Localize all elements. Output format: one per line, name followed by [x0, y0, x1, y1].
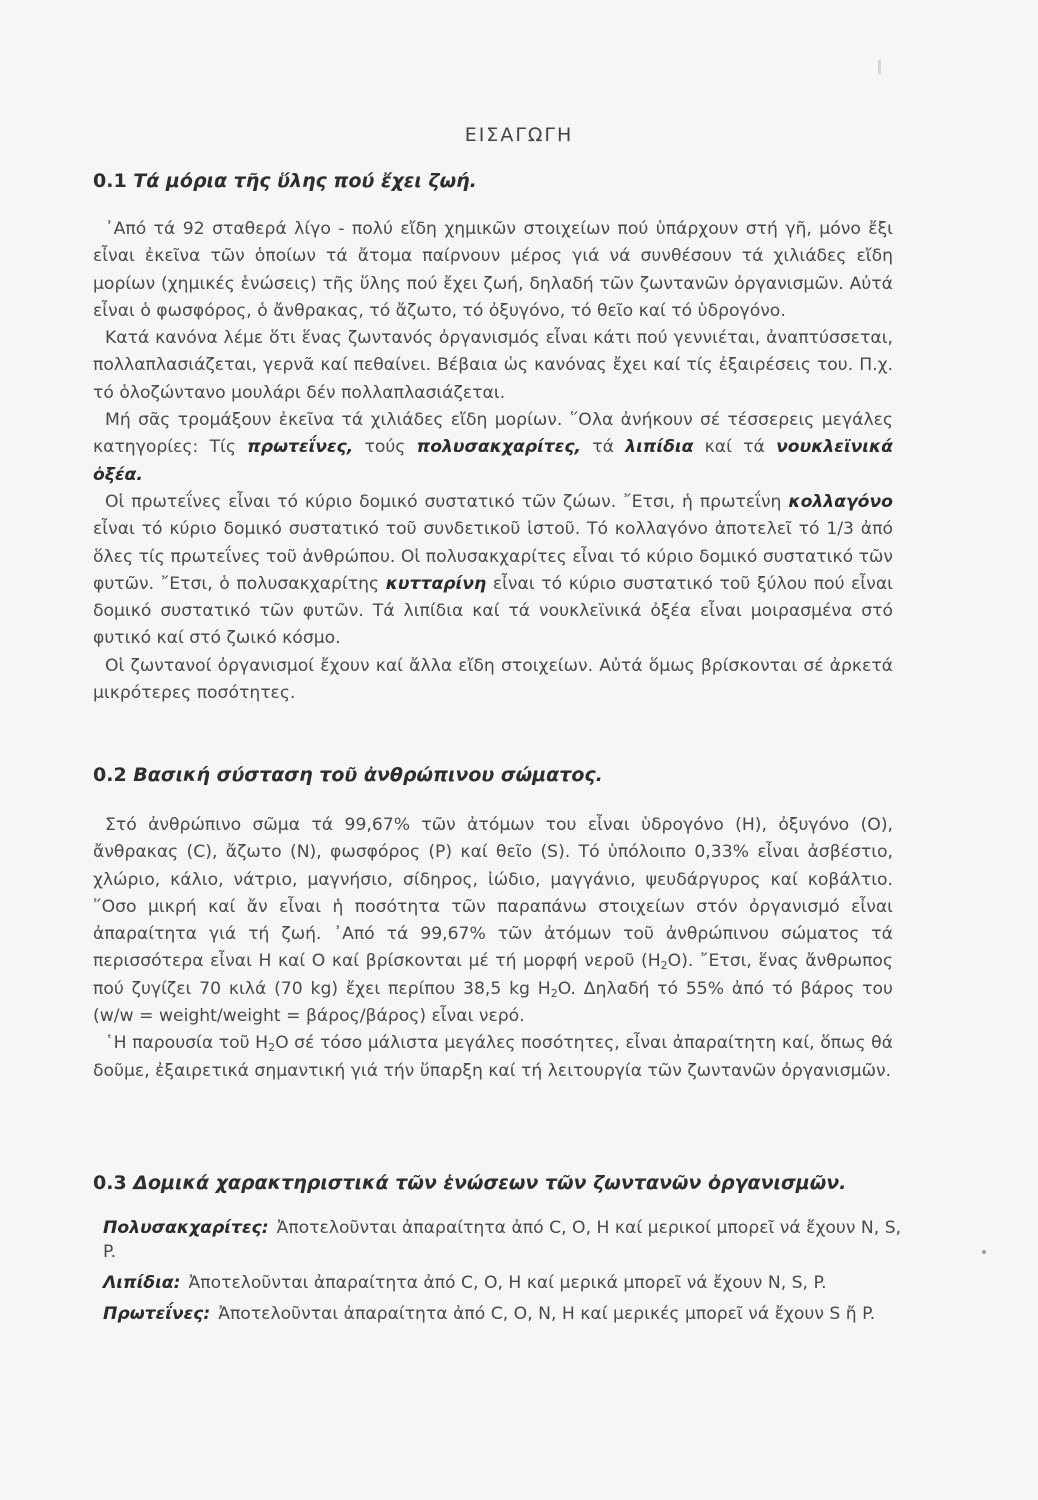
- keyword-proteins: πρωτεΐνες,: [247, 437, 354, 458]
- section-0-1-body: [93, 216, 893, 707]
- definition-text: Ἀποτελοῦνται ἀπαραίτητα ἀπό C, O, H καί μερικά μπορεῖ νά ἔχουν N, S, P.: [188, 1273, 827, 1293]
- subscript: 2: [550, 986, 558, 1000]
- definition-item: [103, 1302, 903, 1326]
- section-title: Τά μόρια τῆς ὕλης πού ἔχει ζωή.: [133, 170, 477, 192]
- page-title: ΕΙΣΑΓΩΓΗ: [464, 124, 574, 146]
- paragraph: Στό ἀνθρώπινο σῶμα τά 99,67% τῶν ἀτόμων του εἶναι ὑδρογόνο (H), ὀξυγόνο (O), ἄνθρακας (C), ἄζωτο (N), φωσφόρος (P) καί θεῖο (S). Τό ὑπόλοιπο 0,33% εἶναι ἀσβέστιο, χλώριο, κάλιο, νάτριο, μαγνήσιο, σίδηρος, ἰώδιο, μαγγάνιο, ψευδάργυρος καί κοβάλτιο. ῞Οσο μικρή καί ἄν εἶναι ἡ ποσότητα τῶν παραπάνω στοιχείων στόν ὀργανισμό εἶναι ἀπαραίτητα γιά τή ζωή. ᾽Από τά 99,67% τῶν ἀτόμων τοῦ ἀνθρώπινου σώματος τά περισσότερα εἶναι H καί O καί βρίσκονται μέ τή μορφή νεροῦ $(H_2O)$. ῎Ετσι, ἕνας ἄνθρωπος πού ζυγίζει 70 κιλά (70 kg) ἔχει περίπου 38,5 kg $H_2O$. Δηλαδή τό 55% ἀπό τό βάρος του (w/w = weight/weight = βάρος/βάρος) εἶναι νερό.: [93, 815, 893, 1027]
- definition-text: Ἀποτελοῦνται ἀπαραίτητα ἀπό C, O, N, H καί μερικές μπορεῖ νά ἔχουν S ἤ P.: [218, 1304, 876, 1324]
- paragraph: Μή σᾶς τρομάξουν ἐκεῖνα τά χιλιάδες εἴδη μορίων. ῞Ολα ἀνήκουν σέ τέσσερεις μεγάλες κατηγορίες: Τίς πρωτεΐνες, τούς πολυσακχαρίτες, τά λιπίδια καί τά νουκλεϊνικά ὀξέα.: [93, 410, 893, 485]
- section-title: Βασική σύσταση τοῦ ἀνθρώπινου σώματος.: [133, 764, 603, 786]
- paragraph: Κατά κανόνα λέμε ὅτι ἕνας ζωντανός ὀργανισμός εἶναι κάτι πού γεννιέται, ἀναπτύσσεται, πολλαπλασιάζεται, γερνᾶ καί πεθαίνει. Βέβαια ὡς κανόνας ἔχει καί τίς ἐξαιρέσεις του. Π.χ. τό ὁλοζώντανο μουλάρι δέν πολλαπλασιάζεται.: [93, 328, 893, 403]
- keyword-polysaccharides: πολυσακχαρίτες,: [416, 437, 582, 458]
- section-number: 0.3: [93, 1172, 127, 1194]
- section-heading-0-2: [93, 764, 603, 786]
- section-0-2-body: [93, 812, 893, 1085]
- keyword-lipids: λιπίδια: [625, 437, 694, 458]
- definition-term: Πολυσακχαρίτες:: [103, 1218, 269, 1238]
- section-number: 0.2: [93, 764, 127, 786]
- definition-item: [103, 1216, 903, 1264]
- section-number: 0.1: [93, 170, 127, 192]
- definition-text: Ἀποτελοῦνται ἀπαραίτητα ἀπό C, O, H καί μερικοί μπορεῖ νά ἔχουν N, S, P.: [103, 1218, 902, 1262]
- section-heading-0-3: [93, 1172, 846, 1194]
- subscript: 2: [268, 1041, 276, 1055]
- page-edge-mark: [878, 60, 881, 74]
- definitions-list: [103, 1216, 903, 1333]
- keyword-collagen: κολλαγόνο: [788, 491, 893, 512]
- paragraph: ᾽Από τά 92 σταθερά λίγο - πολύ εἴδη χημικῶν στοιχείων πού ὑπάρχουν στή γῆ, μόνο ἔξι εἶναι ἐκεῖνα τῶν ὁποίων τά ἄτομα παίρνουν μέρος γιά νά συνθέσουν τά χιλιάδες εἴδη μορίων (χημικές ἑνώσεις) τῆς ὕλης πού ἔχει ζωή, δηλαδή τῶν ζωντανῶν ὀργανισμῶν. Αὐτά εἶναι ὁ φωσφόρος, ὁ ἄνθρακας, τό ἄζωτο, τό ὀξυγόνο, τό θεῖο καί τό ὑδρογόνο.: [93, 219, 893, 321]
- definition-term: Λιπίδια:: [103, 1273, 181, 1293]
- section-title: Δομικά χαρακτηριστικά τῶν ἑνώσεων τῶν ζωντανῶν ὀργανισμῶν.: [133, 1172, 847, 1194]
- paragraph: ῾Η παρουσία τοῦ $H_2O$ σέ τόσο μάλιστα μεγάλες ποσότητες, εἶναι ἀπαραίτητη καί, ὅπως θά δοῦμε, ἐξαιρετικά σημαντική γιά τήν ὕπαρξη καί τή λειτουργία τῶν ζωντανῶν ὀργανισμῶν.: [93, 1033, 893, 1081]
- paragraph: Οἱ ζωντανοί ὀργανισμοί ἔχουν καί ἄλλα εἴδη στοιχείων. Αὐτά ὅμως βρίσκονται σέ ἀρκετά μικρότερες ποσότητες.: [93, 655, 893, 704]
- subscript: 2: [660, 959, 668, 973]
- paragraph: Οἱ πρωτεΐνες εἶναι τό κύριο δομικό συστατικό τῶν ζώων. ῎Ετσι, ἡ πρωτεΐνη κολλαγόνο εἶναι τό κύριο δομικό συστατικό τοῦ συνδετικοῦ ἱστοῦ. Τό κολλαγόνο ἀποτελεῖ τό 1/3 ἀπό ὅλες τίς πρωτεΐνες τοῦ ἀνθρώπου. Οἱ πολυσακχαρίτες εἶναι τό κύριο δομικό συστατικό τῶν φυτῶν. ῎Ετσι, ὁ πολυσακχαρίτης κυτταρίνη εἶναι τό κύριο συστατικό τοῦ ξύλου πού εἶναι δομικό συστατικό τῶν φυτῶν. Τά λιπίδια καί τά νουκλεϊνικά ὀξέα εἶναι μοιρασμένα στό φυτικό καί στό ζωικό κόσμο.: [93, 491, 893, 649]
- section-heading-0-1: [93, 170, 477, 192]
- print-speck: [982, 1250, 986, 1254]
- definition-item: [103, 1271, 903, 1295]
- keyword-nucleic-acids: νουκλεϊνικά ὀξέα.: [93, 437, 893, 485]
- keyword-cellulose: κυτταρίνη: [385, 573, 487, 594]
- definition-term: Πρωτεΐνες:: [103, 1304, 211, 1324]
